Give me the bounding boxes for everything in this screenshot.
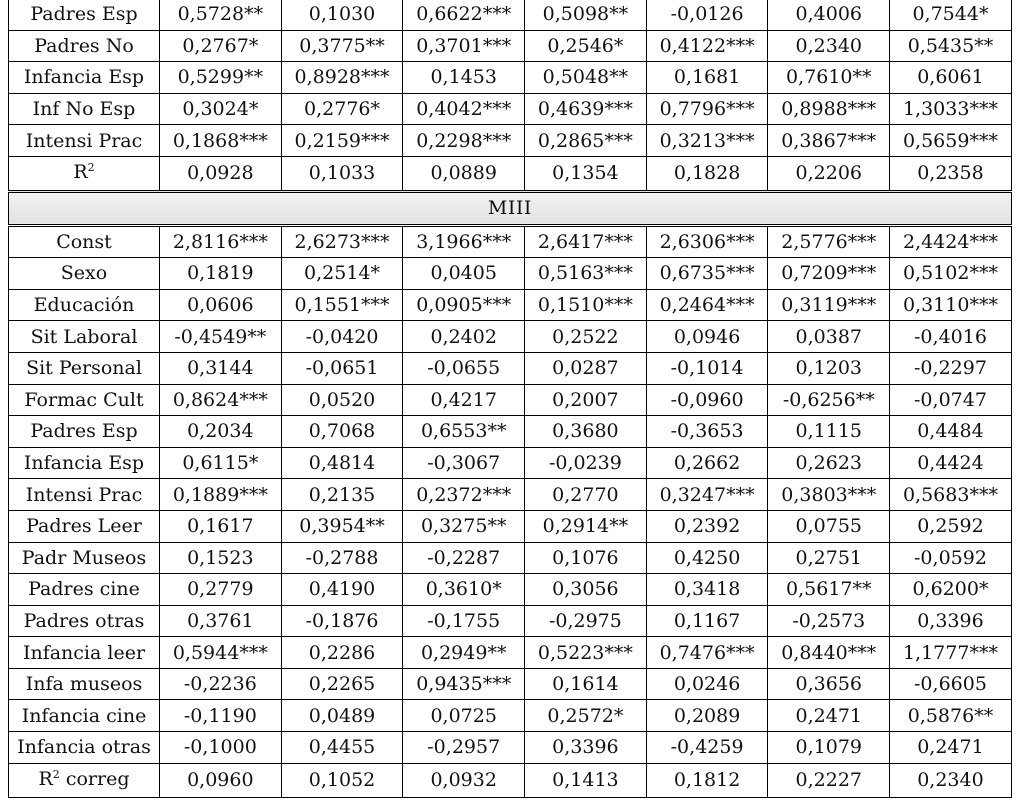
coefficient-cell: 2,6306***: [646, 225, 768, 258]
coefficient-cell: 0,0946: [646, 321, 768, 353]
coefficient-cell: -0,2573: [768, 605, 890, 637]
coefficient-cell: 0,1076: [525, 542, 647, 574]
coefficient-cell: 0,2358: [890, 156, 1012, 191]
coefficient-cell: 0,2135: [281, 479, 403, 511]
coefficient-cell: 0,9435***: [403, 668, 525, 700]
coefficient-cell: 0,2392: [646, 510, 768, 542]
row-label: [9, 156, 160, 191]
coefficient-cell: 0,1681: [646, 62, 768, 94]
coefficient-cell: 0,2662: [646, 447, 768, 479]
coefficient-cell: 0,3418: [646, 574, 768, 606]
row-label: [9, 93, 160, 125]
row-label: [9, 668, 160, 700]
coefficient-cell: 0,5683***: [890, 479, 1012, 511]
table-row: [9, 62, 1012, 94]
coefficient-cell: 0,6115*: [160, 447, 282, 479]
coefficient-cell: 0,1354: [525, 156, 647, 191]
table-row: [9, 0, 1012, 30]
coefficient-cell: 0,5299**: [160, 62, 282, 94]
coefficient-cell: 0,0725: [403, 700, 525, 732]
coefficient-cell: 0,3056: [525, 574, 647, 606]
coefficient-cell: 0,2227: [768, 763, 890, 797]
table-row: [9, 93, 1012, 125]
row-label-text: Infancia otras: [17, 736, 151, 759]
coefficient-cell: 2,8116***: [160, 225, 282, 258]
table-row: [9, 30, 1012, 62]
coefficient-cell: 0,2949**: [403, 637, 525, 669]
coefficient-cell: -0,2287: [403, 542, 525, 574]
coefficient-cell: 0,1614: [525, 668, 647, 700]
coefficient-cell: 0,1868***: [160, 125, 282, 157]
row-label-text: Sit Personal: [26, 357, 142, 380]
row-label: [9, 384, 160, 416]
row-label-text: Sexo: [60, 262, 108, 285]
coefficient-cell: -0,1014: [646, 352, 768, 384]
coefficient-cell: -0,3067: [403, 447, 525, 479]
table-row: [9, 637, 1012, 669]
coefficient-cell: -0,6256**: [768, 384, 890, 416]
coefficient-cell: 0,3701***: [403, 30, 525, 62]
coefficient-cell: 0,4814: [281, 447, 403, 479]
row-label-text: Infancia Esp: [23, 66, 145, 89]
coefficient-cell: 0,3144: [160, 352, 282, 384]
row-label: [9, 605, 160, 637]
coefficient-cell: 0,4455: [281, 732, 403, 764]
coefficient-cell: 0,4639***: [525, 93, 647, 125]
row-label-text: Padres Esp: [30, 3, 138, 26]
coefficient-cell: 0,1551***: [281, 289, 403, 321]
row-label: [9, 637, 160, 669]
section-header-row: [9, 191, 1012, 225]
coefficient-cell: 0,0928: [160, 156, 282, 191]
row-label: [9, 763, 160, 797]
coefficient-cell: 0,1413: [525, 763, 647, 797]
coefficient-cell: -0,4016: [890, 321, 1012, 353]
table-row: [9, 125, 1012, 157]
coefficient-cell: 0,0932: [403, 763, 525, 797]
coefficient-cell: 0,5617**: [768, 574, 890, 606]
coefficient-cell: 0,0520: [281, 384, 403, 416]
coefficient-cell: 0,7476***: [646, 637, 768, 669]
coefficient-cell: 0,6553**: [403, 416, 525, 448]
coefficient-cell: -0,1000: [160, 732, 282, 764]
coefficient-cell: 0,2865***: [525, 125, 647, 157]
regression-table-container: [8, 0, 1012, 798]
coefficient-cell: 0,2206: [768, 156, 890, 191]
superscript: 2: [52, 767, 60, 781]
coefficient-cell: 0,2340: [768, 30, 890, 62]
row-label-suffix: correg: [59, 767, 130, 790]
coefficient-cell: 0,1617: [160, 510, 282, 542]
coefficient-cell: 2,4424***: [890, 225, 1012, 258]
coefficient-cell: 0,0960: [160, 763, 282, 797]
coefficient-cell: 0,3656: [768, 668, 890, 700]
row-label: [9, 732, 160, 764]
table-row: [9, 289, 1012, 321]
coefficient-cell: 2,5776***: [768, 225, 890, 258]
coefficient-cell: 0,0405: [403, 258, 525, 290]
coefficient-cell: -0,0747: [890, 384, 1012, 416]
coefficient-cell: 0,3803***: [768, 479, 890, 511]
coefficient-cell: -0,4259: [646, 732, 768, 764]
coefficient-cell: 0,2767*: [160, 30, 282, 62]
coefficient-cell: 0,4122***: [646, 30, 768, 62]
coefficient-cell: 0,4190: [281, 574, 403, 606]
table-row: [9, 700, 1012, 732]
coefficient-cell: 0,0246: [646, 668, 768, 700]
coefficient-cell: 0,3396: [525, 732, 647, 764]
coefficient-cell: 0,8440***: [768, 637, 890, 669]
coefficient-cell: 0,5944***: [160, 637, 282, 669]
coefficient-cell: 0,2776*: [281, 93, 403, 125]
coefficient-cell: 0,1523: [160, 542, 282, 574]
table-row: [9, 510, 1012, 542]
coefficient-cell: -0,4549**: [160, 321, 282, 353]
row-label-text: Intensi Prac: [25, 129, 143, 152]
coefficient-cell: 0,4484: [890, 416, 1012, 448]
coefficient-cell: 0,5728**: [160, 0, 282, 30]
row-label-text: R: [38, 767, 53, 790]
coefficient-cell: 0,0606: [160, 289, 282, 321]
table-row: [9, 479, 1012, 511]
row-label-text: Padres Esp: [30, 420, 138, 443]
coefficient-cell: 0,1889***: [160, 479, 282, 511]
coefficient-cell: 0,7796***: [646, 93, 768, 125]
table-row: [9, 732, 1012, 764]
coefficient-cell: 0,2007: [525, 384, 647, 416]
row-label: [9, 125, 160, 157]
coefficient-cell: -0,1190: [160, 700, 282, 732]
coefficient-cell: 0,7610**: [768, 62, 890, 94]
coefficient-cell: 0,5163***: [525, 258, 647, 290]
row-label-text: Infancia Esp: [23, 452, 145, 475]
coefficient-cell: 0,2265: [281, 668, 403, 700]
row-label: [9, 225, 160, 258]
coefficient-cell: 0,2572*: [525, 700, 647, 732]
table-row: [9, 763, 1012, 797]
row-label-text: Educación: [33, 294, 135, 317]
coefficient-cell: -0,2236: [160, 668, 282, 700]
table-row: [9, 416, 1012, 448]
coefficient-cell: 0,3213***: [646, 125, 768, 157]
coefficient-cell: 0,3396: [890, 605, 1012, 637]
row-label-text: Inf No Esp: [32, 98, 136, 121]
row-label: [9, 0, 160, 30]
coefficient-cell: 0,2914**: [525, 510, 647, 542]
coefficient-cell: 0,1828: [646, 156, 768, 191]
coefficient-cell: 0,1079: [768, 732, 890, 764]
section-header-miii: MIII: [9, 191, 1012, 225]
regression-results-table: [8, 0, 1012, 798]
coefficient-cell: 0,3775**: [281, 30, 403, 62]
table-row: [9, 352, 1012, 384]
coefficient-cell: 0,3275**: [403, 510, 525, 542]
coefficient-cell: 0,3761: [160, 605, 282, 637]
coefficient-cell: 0,7544*: [890, 0, 1012, 30]
coefficient-cell: 0,4006: [768, 0, 890, 30]
coefficient-cell: 0,2546*: [525, 30, 647, 62]
table-row: [9, 605, 1012, 637]
coefficient-cell: 0,1812: [646, 763, 768, 797]
table-row: [9, 258, 1012, 290]
coefficient-cell: 0,3119***: [768, 289, 890, 321]
coefficient-cell: 0,2372***: [403, 479, 525, 511]
coefficient-cell: -0,0651: [281, 352, 403, 384]
superscript: 2: [87, 160, 95, 174]
coefficient-cell: 1,1777***: [890, 637, 1012, 669]
coefficient-cell: -0,1755: [403, 605, 525, 637]
coefficient-cell: 0,0755: [768, 510, 890, 542]
coefficient-cell: 0,3867***: [768, 125, 890, 157]
coefficient-cell: 0,6622***: [403, 0, 525, 30]
coefficient-cell: 0,3680: [525, 416, 647, 448]
row-label: [9, 30, 160, 62]
row-label: [9, 574, 160, 606]
coefficient-cell: 0,0889: [403, 156, 525, 191]
coefficient-cell: 0,2770: [525, 479, 647, 511]
row-label-text: Const: [56, 230, 112, 253]
coefficient-cell: 0,5048**: [525, 62, 647, 94]
coefficient-cell: 0,7068: [281, 416, 403, 448]
coefficient-cell: 1,3033***: [890, 93, 1012, 125]
coefficient-cell: 2,6417***: [525, 225, 647, 258]
coefficient-cell: 0,4042***: [403, 93, 525, 125]
coefficient-cell: 0,4250: [646, 542, 768, 574]
coefficient-cell: 0,2779: [160, 574, 282, 606]
coefficient-cell: 0,2298***: [403, 125, 525, 157]
coefficient-cell: 0,2751: [768, 542, 890, 574]
coefficient-cell: 0,1033: [281, 156, 403, 191]
coefficient-cell: 0,3024*: [160, 93, 282, 125]
coefficient-cell: 0,3954**: [281, 510, 403, 542]
coefficient-cell: 0,2089: [646, 700, 768, 732]
coefficient-cell: 0,2402: [403, 321, 525, 353]
coefficient-cell: 0,0287: [525, 352, 647, 384]
row-label: [9, 700, 160, 732]
table-row: [9, 384, 1012, 416]
row-label-text: Padres otras: [23, 609, 145, 632]
coefficient-cell: 0,2514*: [281, 258, 403, 290]
coefficient-cell: 0,5876**: [890, 700, 1012, 732]
coefficient-cell: 0,2592: [890, 510, 1012, 542]
coefficient-cell: -0,1876: [281, 605, 403, 637]
coefficient-cell: 3,1966***: [403, 225, 525, 258]
coefficient-cell: 0,3247***: [646, 479, 768, 511]
coefficient-cell: -0,2975: [525, 605, 647, 637]
coefficient-cell: 0,6061: [890, 62, 1012, 94]
row-label-text: Padres No: [34, 34, 134, 57]
row-label-text: Intensi Prac: [25, 483, 143, 506]
coefficient-cell: 0,2471: [890, 732, 1012, 764]
coefficient-cell: 0,1453: [403, 62, 525, 94]
coefficient-cell: 0,4217: [403, 384, 525, 416]
coefficient-cell: 0,2522: [525, 321, 647, 353]
row-label: [9, 289, 160, 321]
row-label: [9, 62, 160, 94]
coefficient-cell: 0,6200*: [890, 574, 1012, 606]
table-row: [9, 447, 1012, 479]
row-label: [9, 510, 160, 542]
coefficient-cell: 0,8988***: [768, 93, 890, 125]
coefficient-cell: 0,4424: [890, 447, 1012, 479]
coefficient-cell: 0,0489: [281, 700, 403, 732]
coefficient-cell: -0,0126: [646, 0, 768, 30]
coefficient-cell: -0,0592: [890, 542, 1012, 574]
coefficient-cell: 0,5098**: [525, 0, 647, 30]
row-label-text: Infa museos: [25, 673, 143, 696]
coefficient-cell: -0,6605: [890, 668, 1012, 700]
row-label: [9, 416, 160, 448]
coefficient-cell: 0,5223***: [525, 637, 647, 669]
coefficient-cell: 0,1510***: [525, 289, 647, 321]
coefficient-cell: -0,0655: [403, 352, 525, 384]
coefficient-cell: 0,1115: [768, 416, 890, 448]
row-label: [9, 321, 160, 353]
coefficient-cell: -0,0420: [281, 321, 403, 353]
coefficient-cell: 0,0387: [768, 321, 890, 353]
table-row: [9, 321, 1012, 353]
row-label-text: Padres Leer: [26, 515, 142, 538]
row-label-text: Sit Laboral: [30, 325, 138, 348]
coefficient-cell: 0,5435**: [890, 30, 1012, 62]
row-label-text: R: [73, 160, 88, 183]
row-label: [9, 258, 160, 290]
coefficient-cell: -0,2788: [281, 542, 403, 574]
row-label-text: Padr Museos: [21, 546, 147, 569]
table-body: [9, 0, 1012, 797]
coefficient-cell: -0,2957: [403, 732, 525, 764]
table-row: [9, 668, 1012, 700]
table-row: [9, 574, 1012, 606]
coefficient-cell: -0,3653: [646, 416, 768, 448]
coefficient-cell: 2,6273***: [281, 225, 403, 258]
table-row: [9, 225, 1012, 258]
coefficient-cell: 0,1819: [160, 258, 282, 290]
coefficient-cell: 0,8928***: [281, 62, 403, 94]
table-row: [9, 156, 1012, 191]
coefficient-cell: 0,7209***: [768, 258, 890, 290]
coefficient-cell: 0,2340: [890, 763, 1012, 797]
row-label-text: Padres cine: [28, 578, 140, 601]
coefficient-cell: 0,2623: [768, 447, 890, 479]
row-label: [9, 479, 160, 511]
coefficient-cell: 0,8624***: [160, 384, 282, 416]
coefficient-cell: 0,2471: [768, 700, 890, 732]
coefficient-cell: -0,2297: [890, 352, 1012, 384]
coefficient-cell: 0,5659***: [890, 125, 1012, 157]
coefficient-cell: 0,5102***: [890, 258, 1012, 290]
coefficient-cell: 0,1167: [646, 605, 768, 637]
coefficient-cell: -0,0239: [525, 447, 647, 479]
table-row: [9, 542, 1012, 574]
coefficient-cell: -0,0960: [646, 384, 768, 416]
row-label: [9, 542, 160, 574]
coefficient-cell: 0,2286: [281, 637, 403, 669]
row-label-text: Infancia cine: [21, 704, 147, 727]
coefficient-cell: 0,2034: [160, 416, 282, 448]
row-label: [9, 352, 160, 384]
coefficient-cell: 0,0905***: [403, 289, 525, 321]
coefficient-cell: 0,3610*: [403, 574, 525, 606]
coefficient-cell: 0,1030: [281, 0, 403, 30]
row-label: [9, 447, 160, 479]
coefficient-cell: 0,2464***: [646, 289, 768, 321]
row-label-text: Infancia leer: [22, 641, 146, 664]
coefficient-cell: 0,1052: [281, 763, 403, 797]
coefficient-cell: 0,1203: [768, 352, 890, 384]
coefficient-cell: 0,3110***: [890, 289, 1012, 321]
coefficient-cell: 0,2159***: [281, 125, 403, 157]
row-label-text: Formac Cult: [24, 388, 144, 411]
coefficient-cell: 0,6735***: [646, 258, 768, 290]
